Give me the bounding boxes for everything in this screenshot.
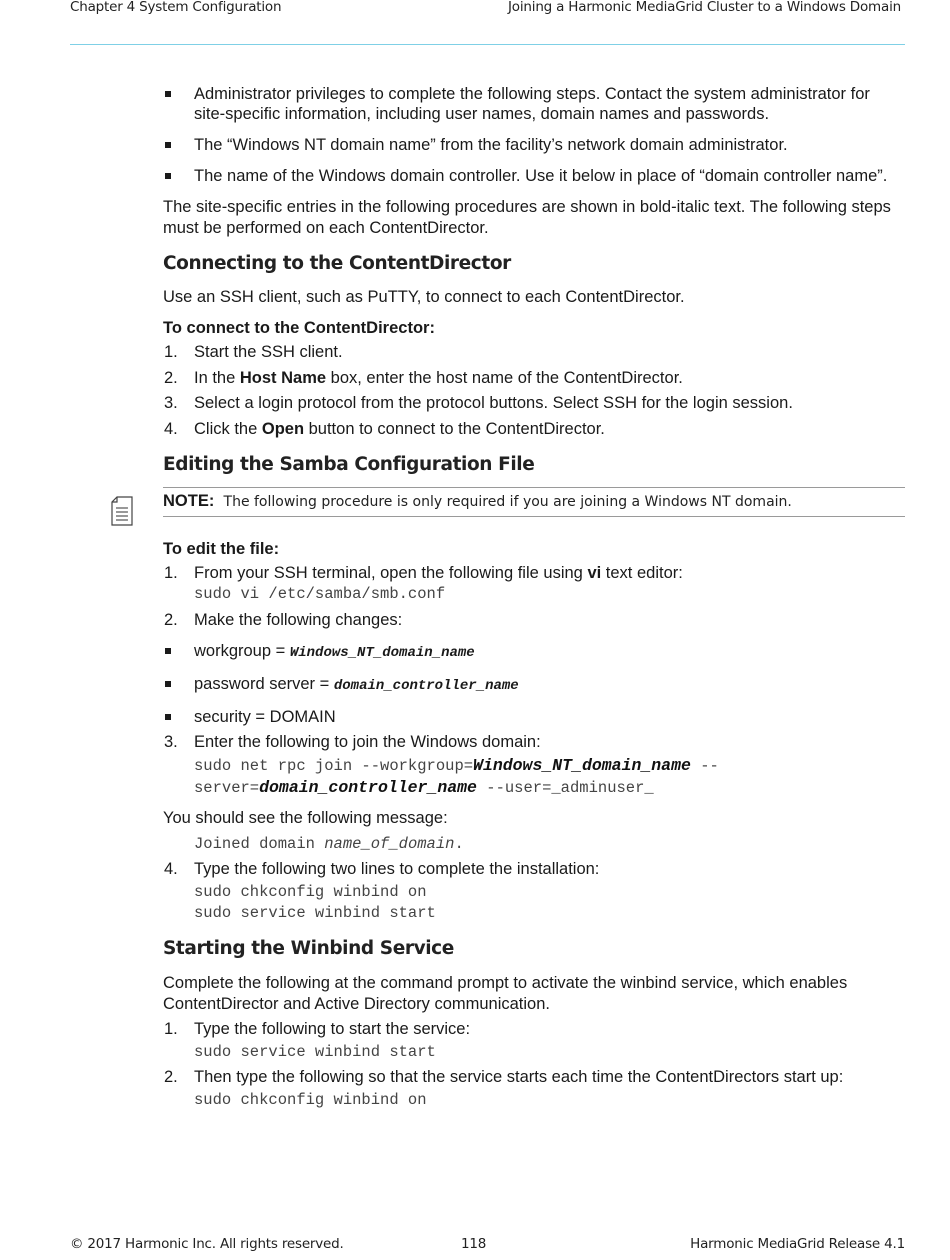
list-item: security = DOMAIN: [163, 707, 905, 727]
code-line: sudo vi /etc/samba/smb.conf: [194, 584, 446, 603]
list-item: Administrator privileges to complete the following steps. Contact the system administrator for site-specific information, including user names, domain names and passwords.: [163, 84, 905, 124]
bullet-icon: [165, 681, 171, 687]
code-line: sudo chkconfig winbind on: [194, 882, 427, 901]
header-section: Joining a Harmonic MediaGrid Cluster to a Windows Domain: [508, 0, 901, 15]
step-item: 2. Make the following changes:: [164, 610, 403, 629]
bullet-icon: [165, 173, 171, 179]
step-item: 3. Select a login protocol from the protocol buttons. Select SSH for the login session.: [164, 394, 793, 412]
note-document-icon: [111, 496, 133, 526]
procedure-title: To connect to the ContentDirector:: [163, 319, 435, 337]
bullet-icon: [165, 714, 171, 720]
code-line: sudo service winbind start: [194, 903, 436, 922]
step-item: 4. Type the following two lines to complete the installation:: [164, 859, 600, 878]
list-item: password server = domain_controller_name: [163, 674, 905, 696]
code-line: server=domain_controller_name --user=_adminuser_: [194, 777, 654, 797]
section-title-winbind: Starting the Winbind Service: [163, 937, 454, 959]
section-paragraph: Complete the following at the command prompt to activate the winbind service, which enables ContentDirector and Active Directory communication.: [163, 973, 848, 1013]
bullet-icon: [165, 142, 171, 148]
page-body: [163, 84, 905, 1111]
code-line: sudo service winbind start: [194, 1042, 436, 1061]
list-item: workgroup = Windows_NT_domain_name: [163, 641, 905, 663]
section-title-samba: Editing the Samba Configuration File: [163, 453, 535, 475]
procedure-title: To edit the file:: [163, 539, 280, 558]
header-chapter: Chapter 4 System Configuration: [70, 0, 282, 15]
message-intro: You should see the following message:: [163, 808, 448, 827]
step-item: 4. Click the Open button to connect to the ContentDirector.: [164, 419, 605, 438]
footer-copyright: © 2017 Harmonic Inc. All rights reserved.: [70, 1236, 344, 1252]
section-title-connecting: Connecting to the ContentDirector: [163, 253, 511, 274]
note-text: The following procedure is only required if you are joining a Windows NT domain.: [223, 493, 792, 510]
note-label: NOTE:: [163, 491, 215, 510]
step-item: 3. Enter the following to join the Windows domain:: [164, 732, 541, 751]
section-paragraph: Use an SSH client, such as PuTTY, to connect to each ContentDirector.: [163, 288, 685, 306]
step-item: 2. Then type the following so that the service starts each time the ContentDirectors start up:: [164, 1067, 844, 1086]
footer-release: Harmonic MediaGrid Release 4.1: [690, 1236, 905, 1252]
list-item: The “Windows NT domain name” from the facility’s network domain administrator.: [163, 135, 905, 155]
page-number: 118: [461, 1236, 487, 1252]
intro-paragraph: The site-specific entries in the following procedures are shown in bold-italic text. The following steps must be performed on each ContentDirector.: [163, 198, 891, 237]
bullet-icon: [165, 648, 171, 654]
code-line: Joined domain name_of_domain.: [194, 834, 464, 853]
step-item: 1. Type the following to start the service:: [164, 1019, 471, 1038]
step-item: 1. From your SSH terminal, open the following file using vi text editor:: [164, 563, 683, 582]
bullet-icon: [165, 91, 171, 97]
step-item: 1. Start the SSH client.: [164, 343, 343, 361]
code-line: sudo chkconfig winbind on: [194, 1090, 427, 1109]
list-item: The name of the Windows domain controller. Use it below in place of “domain controller name”.: [163, 166, 905, 186]
step-item: 2. In the Host Name box, enter the host name of the ContentDirector.: [164, 368, 683, 387]
code-line: sudo net rpc join --workgroup=Windows_NT_domain_name --: [194, 755, 719, 775]
note-box: [163, 487, 905, 517]
page-header: [70, 0, 905, 45]
